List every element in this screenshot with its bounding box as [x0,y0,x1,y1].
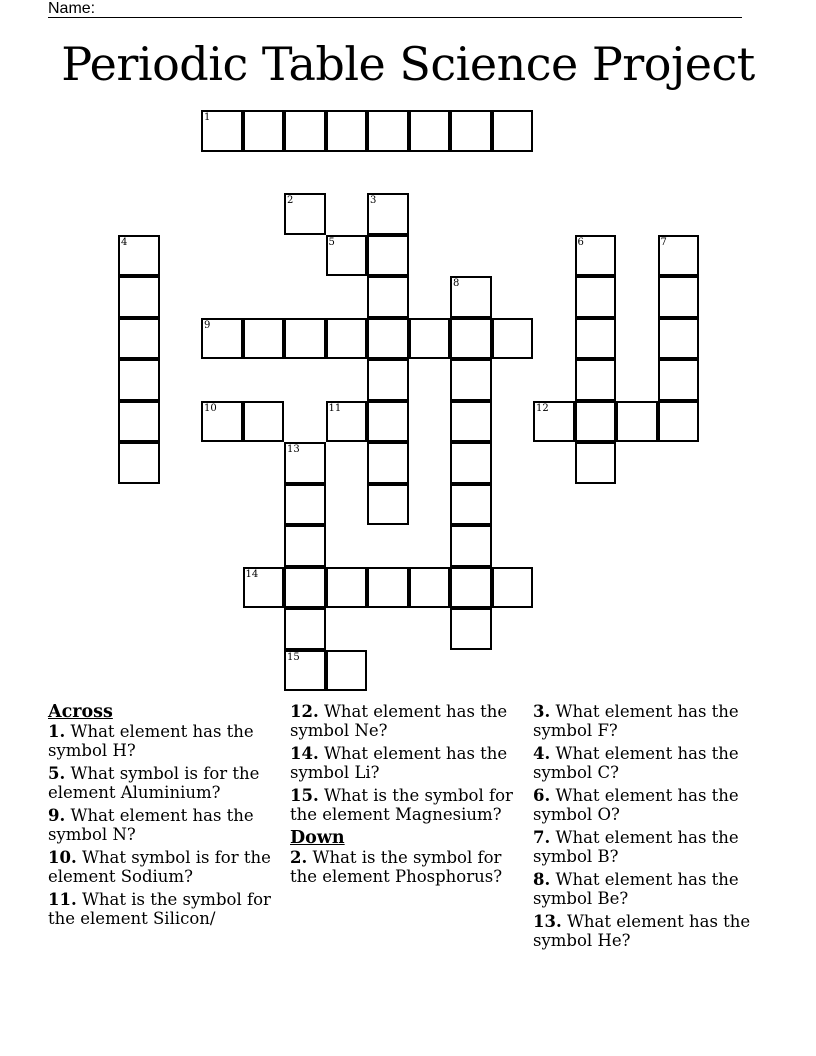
clue-number-label: 3. [533,702,551,721]
grid-cell[interactable] [201,110,243,152]
clue-item [290,744,528,782]
clue-number: 7 [660,236,667,248]
clue-number: 3 [370,195,377,206]
grid-cell[interactable] [201,401,243,443]
clue-number: 5 [328,236,335,248]
clue-text: What symbol is for the element Aluminium? [48,764,260,802]
clue-item [533,702,771,740]
clue-number-label: 1. [48,722,66,741]
grid-cell[interactable] [284,110,326,152]
grid-cell[interactable] [367,235,409,277]
grid-cell[interactable] [118,318,160,360]
clue-number: 2 [287,195,294,206]
clue-number-label: 12. [290,702,319,721]
clue-number-label: 9. [48,806,66,825]
clue-item [533,912,771,950]
grid-cell[interactable] [326,650,368,692]
grid-cell[interactable] [575,235,617,277]
clue-number: 9 [204,319,211,331]
clues-column-1 [48,702,286,932]
grid-cell[interactable] [450,110,492,152]
grid-cell[interactable] [409,110,451,152]
grid-cell[interactable] [367,359,409,401]
grid-cell[interactable] [284,442,326,484]
grid-cell[interactable] [367,442,409,484]
clue-item [48,890,286,928]
clue-item [533,786,771,824]
clue-number-label: 7. [533,828,551,847]
clue-item [290,702,528,740]
clue-number-label: 4. [533,744,551,763]
grid-cell[interactable] [658,401,700,443]
grid-cell[interactable] [284,567,326,609]
clue-text: What is the symbol for the element Silicon/ [48,890,271,928]
grid-cell[interactable] [450,276,492,318]
grid-cell[interactable] [450,442,492,484]
down-heading: Down [290,828,345,848]
clue-text: What symbol is for the element Sodium? [48,848,271,886]
grid-cell[interactable] [284,193,326,235]
grid-cell[interactable] [284,484,326,526]
grid-cell[interactable] [658,235,700,277]
clue-item [48,848,286,886]
grid-cell[interactable] [326,110,368,152]
clue-item [533,828,771,866]
grid-cell[interactable] [575,318,617,360]
grid-cell[interactable] [575,276,617,318]
grid-cell[interactable] [243,110,285,152]
grid-cell[interactable] [492,567,534,609]
clue-item [290,848,528,886]
clue-text: What element has the symbol Be? [533,870,739,908]
clue-number: 15 [287,651,300,663]
clue-text: What element has the symbol F? [533,702,739,740]
grid-cell[interactable] [575,442,617,484]
clue-item [533,870,771,908]
clue-number-label: 10. [48,848,77,867]
clue-text: What element has the symbol N? [48,806,254,844]
clues-column-3 [533,702,771,954]
page-title: Periodic Table Science Project [61,37,755,91]
clue-item [48,806,286,844]
clue-number: 1 [204,112,211,123]
grid-cell[interactable] [284,318,326,360]
clue-number: 14 [245,568,259,580]
grid-cell[interactable] [326,401,368,443]
clue-number-label: 2. [290,848,308,867]
clue-text: What element has the symbol H? [48,722,254,760]
grid-cell[interactable] [450,608,492,650]
clue-number-label: 15. [290,786,319,805]
clue-number-label: 5. [48,764,66,783]
clue-number-label: 14. [290,744,319,763]
grid-cell[interactable] [450,401,492,443]
grid-cell[interactable] [367,318,409,360]
grid-cell[interactable] [118,359,160,401]
clue-number: 12 [536,402,549,414]
grid-cell[interactable] [616,401,658,443]
clue-item [290,786,528,824]
clue-item [533,744,771,782]
clue-item [48,722,286,760]
grid-cell[interactable] [367,110,409,152]
across-heading: Across [48,702,113,722]
grid-cell[interactable] [284,650,326,692]
clues-column-2 [290,702,528,890]
grid-cell[interactable] [658,276,700,318]
grid-cell[interactable] [533,401,575,443]
grid-cell[interactable] [326,567,368,609]
grid-cell[interactable] [450,318,492,360]
grid-cell[interactable] [409,567,451,609]
grid-cell[interactable] [284,608,326,650]
grid-cell[interactable] [450,484,492,526]
grid-cell[interactable] [367,567,409,609]
grid-cell[interactable] [243,567,285,609]
clue-text: What element has the symbol C? [533,744,739,782]
grid-cell[interactable] [450,525,492,567]
clue-number-label: 8. [533,870,551,889]
grid-cell[interactable] [118,235,160,277]
grid-cell[interactable] [492,110,534,152]
clue-number: 11 [328,402,342,414]
name-label: Name: [48,0,96,17]
grid-cell[interactable] [450,567,492,609]
clue-number: 8 [453,278,460,289]
grid-cell[interactable] [201,318,243,360]
clue-number-label: 13. [533,912,562,931]
clue-number-label: 11. [48,890,77,909]
grid-cell[interactable] [367,193,409,235]
grid-cell[interactable] [575,359,617,401]
clue-item [48,764,286,802]
grid-cell[interactable] [367,276,409,318]
grid-cell[interactable] [243,318,285,360]
grid-cell[interactable] [367,484,409,526]
clue-text: What element has the symbol He? [533,912,751,950]
grid-cell[interactable] [326,318,368,360]
grid-cell[interactable] [575,401,617,443]
grid-cell[interactable] [284,525,326,567]
clue-text: What element has the symbol Ne? [290,702,508,740]
clue-number: 6 [577,236,584,248]
grid-cell[interactable] [450,359,492,401]
grid-cell[interactable] [658,359,700,401]
clue-text: What element has the symbol B? [533,828,739,866]
grid-cell[interactable] [367,401,409,443]
grid-cell[interactable] [409,318,451,360]
clue-number-label: 6. [533,786,551,805]
clue-text: What is the symbol for the element Phosphorus? [290,848,503,886]
clue-number: 10 [204,402,217,414]
clue-number: 13 [287,444,300,455]
grid-cell[interactable] [118,401,160,443]
clue-text: What is the symbol for the element Magnesium? [290,786,513,824]
grid-cell[interactable] [118,276,160,318]
grid-cell[interactable] [243,401,285,443]
grid-cell[interactable] [658,318,700,360]
grid-cell[interactable] [492,318,534,360]
clue-text: What element has the symbol O? [533,786,739,824]
grid-cell[interactable] [326,235,368,277]
clue-text: What element has the symbol Li? [290,744,508,782]
clue-number: 4 [121,236,128,248]
grid-cell[interactable] [118,442,160,484]
